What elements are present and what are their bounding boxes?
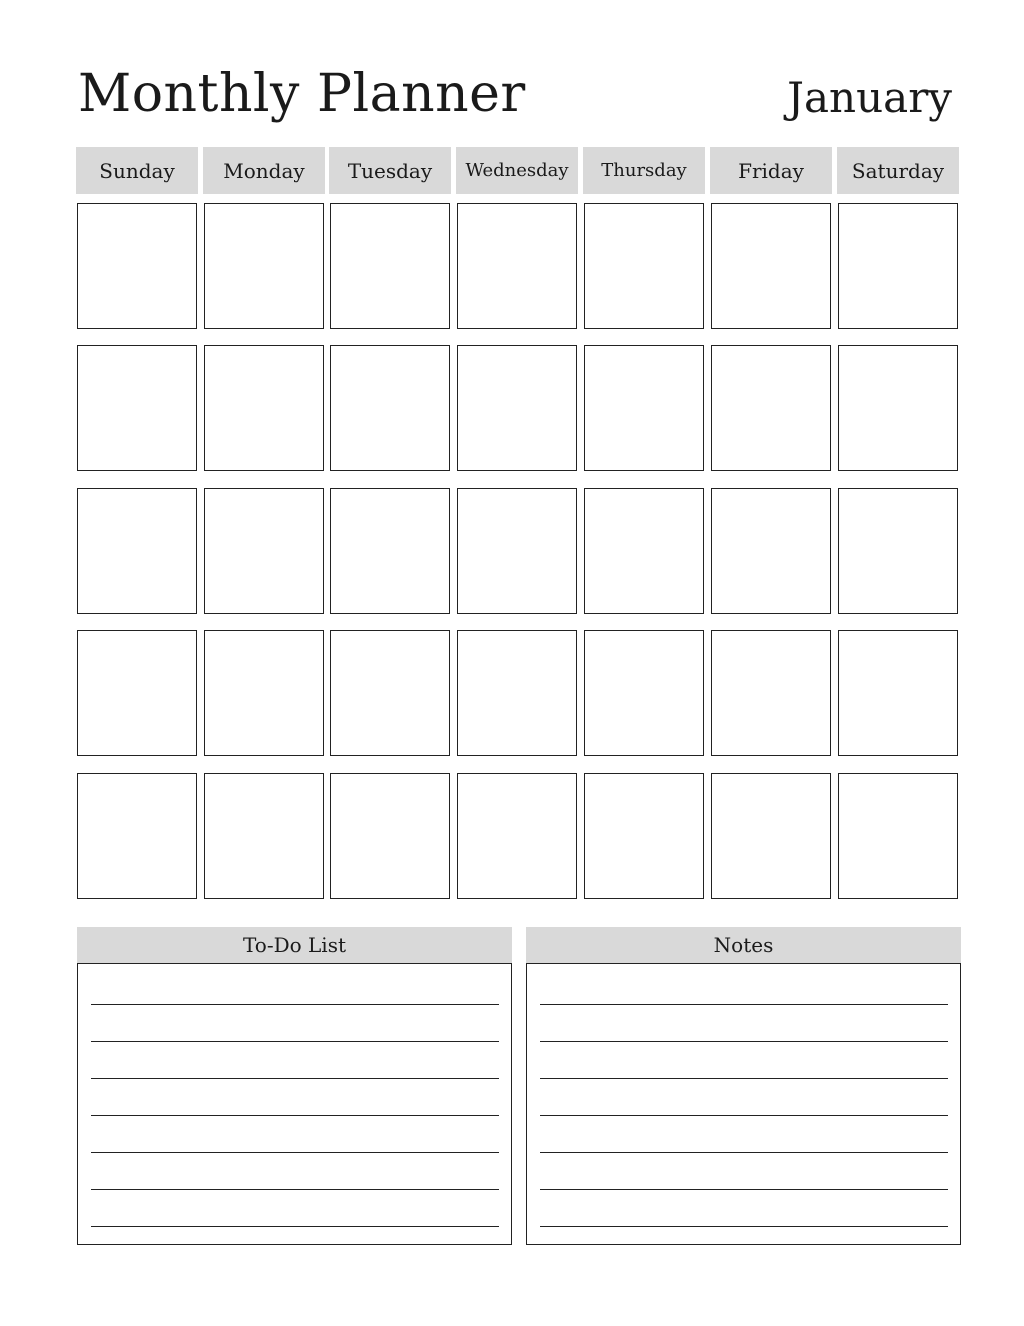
weekday-header-thursday <box>583 147 705 194</box>
todo-line[interactable] <box>91 1226 499 1227</box>
notes-header <box>526 927 961 963</box>
weekday-label: Thursday <box>601 160 687 181</box>
calendar-day-cell[interactable] <box>330 203 450 329</box>
calendar-day-cell[interactable] <box>457 630 577 756</box>
todo-line[interactable] <box>91 1078 499 1079</box>
calendar-day-cell[interactable] <box>77 488 197 614</box>
calendar-day-cell[interactable] <box>838 630 958 756</box>
notes-line[interactable] <box>540 1189 948 1190</box>
notes-line[interactable] <box>540 1041 948 1042</box>
calendar-day-cell[interactable] <box>204 773 324 899</box>
calendar-day-cell[interactable] <box>838 345 958 471</box>
calendar-day-cell[interactable] <box>711 345 831 471</box>
calendar-day-cell[interactable] <box>204 630 324 756</box>
calendar-day-cell[interactable] <box>457 488 577 614</box>
calendar-day-cell[interactable] <box>204 345 324 471</box>
calendar-day-cell[interactable] <box>330 345 450 471</box>
weekday-label: Tuesday <box>347 158 433 183</box>
calendar-day-cell[interactable] <box>584 630 704 756</box>
todo-list-header <box>77 927 512 963</box>
page-title: Monthly Planner <box>78 64 526 124</box>
notes-line[interactable] <box>540 1004 948 1005</box>
calendar-day-cell[interactable] <box>711 488 831 614</box>
weekday-header-monday <box>203 147 325 194</box>
weekday-label: Friday <box>738 158 804 183</box>
todo-list-box[interactable] <box>77 963 512 1245</box>
calendar-day-cell[interactable] <box>838 773 958 899</box>
calendar-day-cell[interactable] <box>584 488 704 614</box>
notes-title: Notes <box>713 933 774 957</box>
weekday-header-sunday <box>76 147 198 194</box>
calendar-day-cell[interactable] <box>204 488 324 614</box>
weekday-header-wednesday <box>456 147 578 194</box>
notes-line[interactable] <box>540 1078 948 1079</box>
calendar-day-cell[interactable] <box>457 773 577 899</box>
notes-line[interactable] <box>540 1115 948 1116</box>
weekday-label: Monday <box>223 158 305 183</box>
weekday-label: Sunday <box>99 158 175 183</box>
calendar-day-cell[interactable] <box>77 203 197 329</box>
month-label: January <box>787 73 952 122</box>
todo-line[interactable] <box>91 1115 499 1116</box>
calendar-day-cell[interactable] <box>838 203 958 329</box>
calendar-day-cell[interactable] <box>584 345 704 471</box>
notes-box[interactable] <box>526 963 961 1245</box>
calendar-day-cell[interactable] <box>330 773 450 899</box>
weekday-label: Wednesday <box>465 160 569 181</box>
weekday-header-saturday <box>837 147 959 194</box>
calendar-day-cell[interactable] <box>77 773 197 899</box>
todo-line[interactable] <box>91 1041 499 1042</box>
calendar-day-cell[interactable] <box>838 488 958 614</box>
weekday-label: Saturday <box>851 158 945 183</box>
notes-line[interactable] <box>540 1226 948 1227</box>
calendar-day-cell[interactable] <box>77 345 197 471</box>
calendar-day-cell[interactable] <box>457 345 577 471</box>
calendar-day-cell[interactable] <box>330 630 450 756</box>
calendar-day-cell[interactable] <box>77 630 197 756</box>
notes-line[interactable] <box>540 1152 948 1153</box>
todo-line[interactable] <box>91 1004 499 1005</box>
calendar-day-cell[interactable] <box>457 203 577 329</box>
calendar-day-cell[interactable] <box>711 630 831 756</box>
calendar-day-cell[interactable] <box>711 203 831 329</box>
todo-line[interactable] <box>91 1152 499 1153</box>
calendar-day-cell[interactable] <box>584 203 704 329</box>
calendar-day-cell[interactable] <box>584 773 704 899</box>
weekday-header-friday <box>710 147 832 194</box>
calendar-day-cell[interactable] <box>330 488 450 614</box>
todo-list-title: To-Do List <box>243 933 346 957</box>
weekday-header-tuesday <box>329 147 451 194</box>
calendar-day-cell[interactable] <box>204 203 324 329</box>
calendar-day-cell[interactable] <box>711 773 831 899</box>
todo-line[interactable] <box>91 1189 499 1190</box>
